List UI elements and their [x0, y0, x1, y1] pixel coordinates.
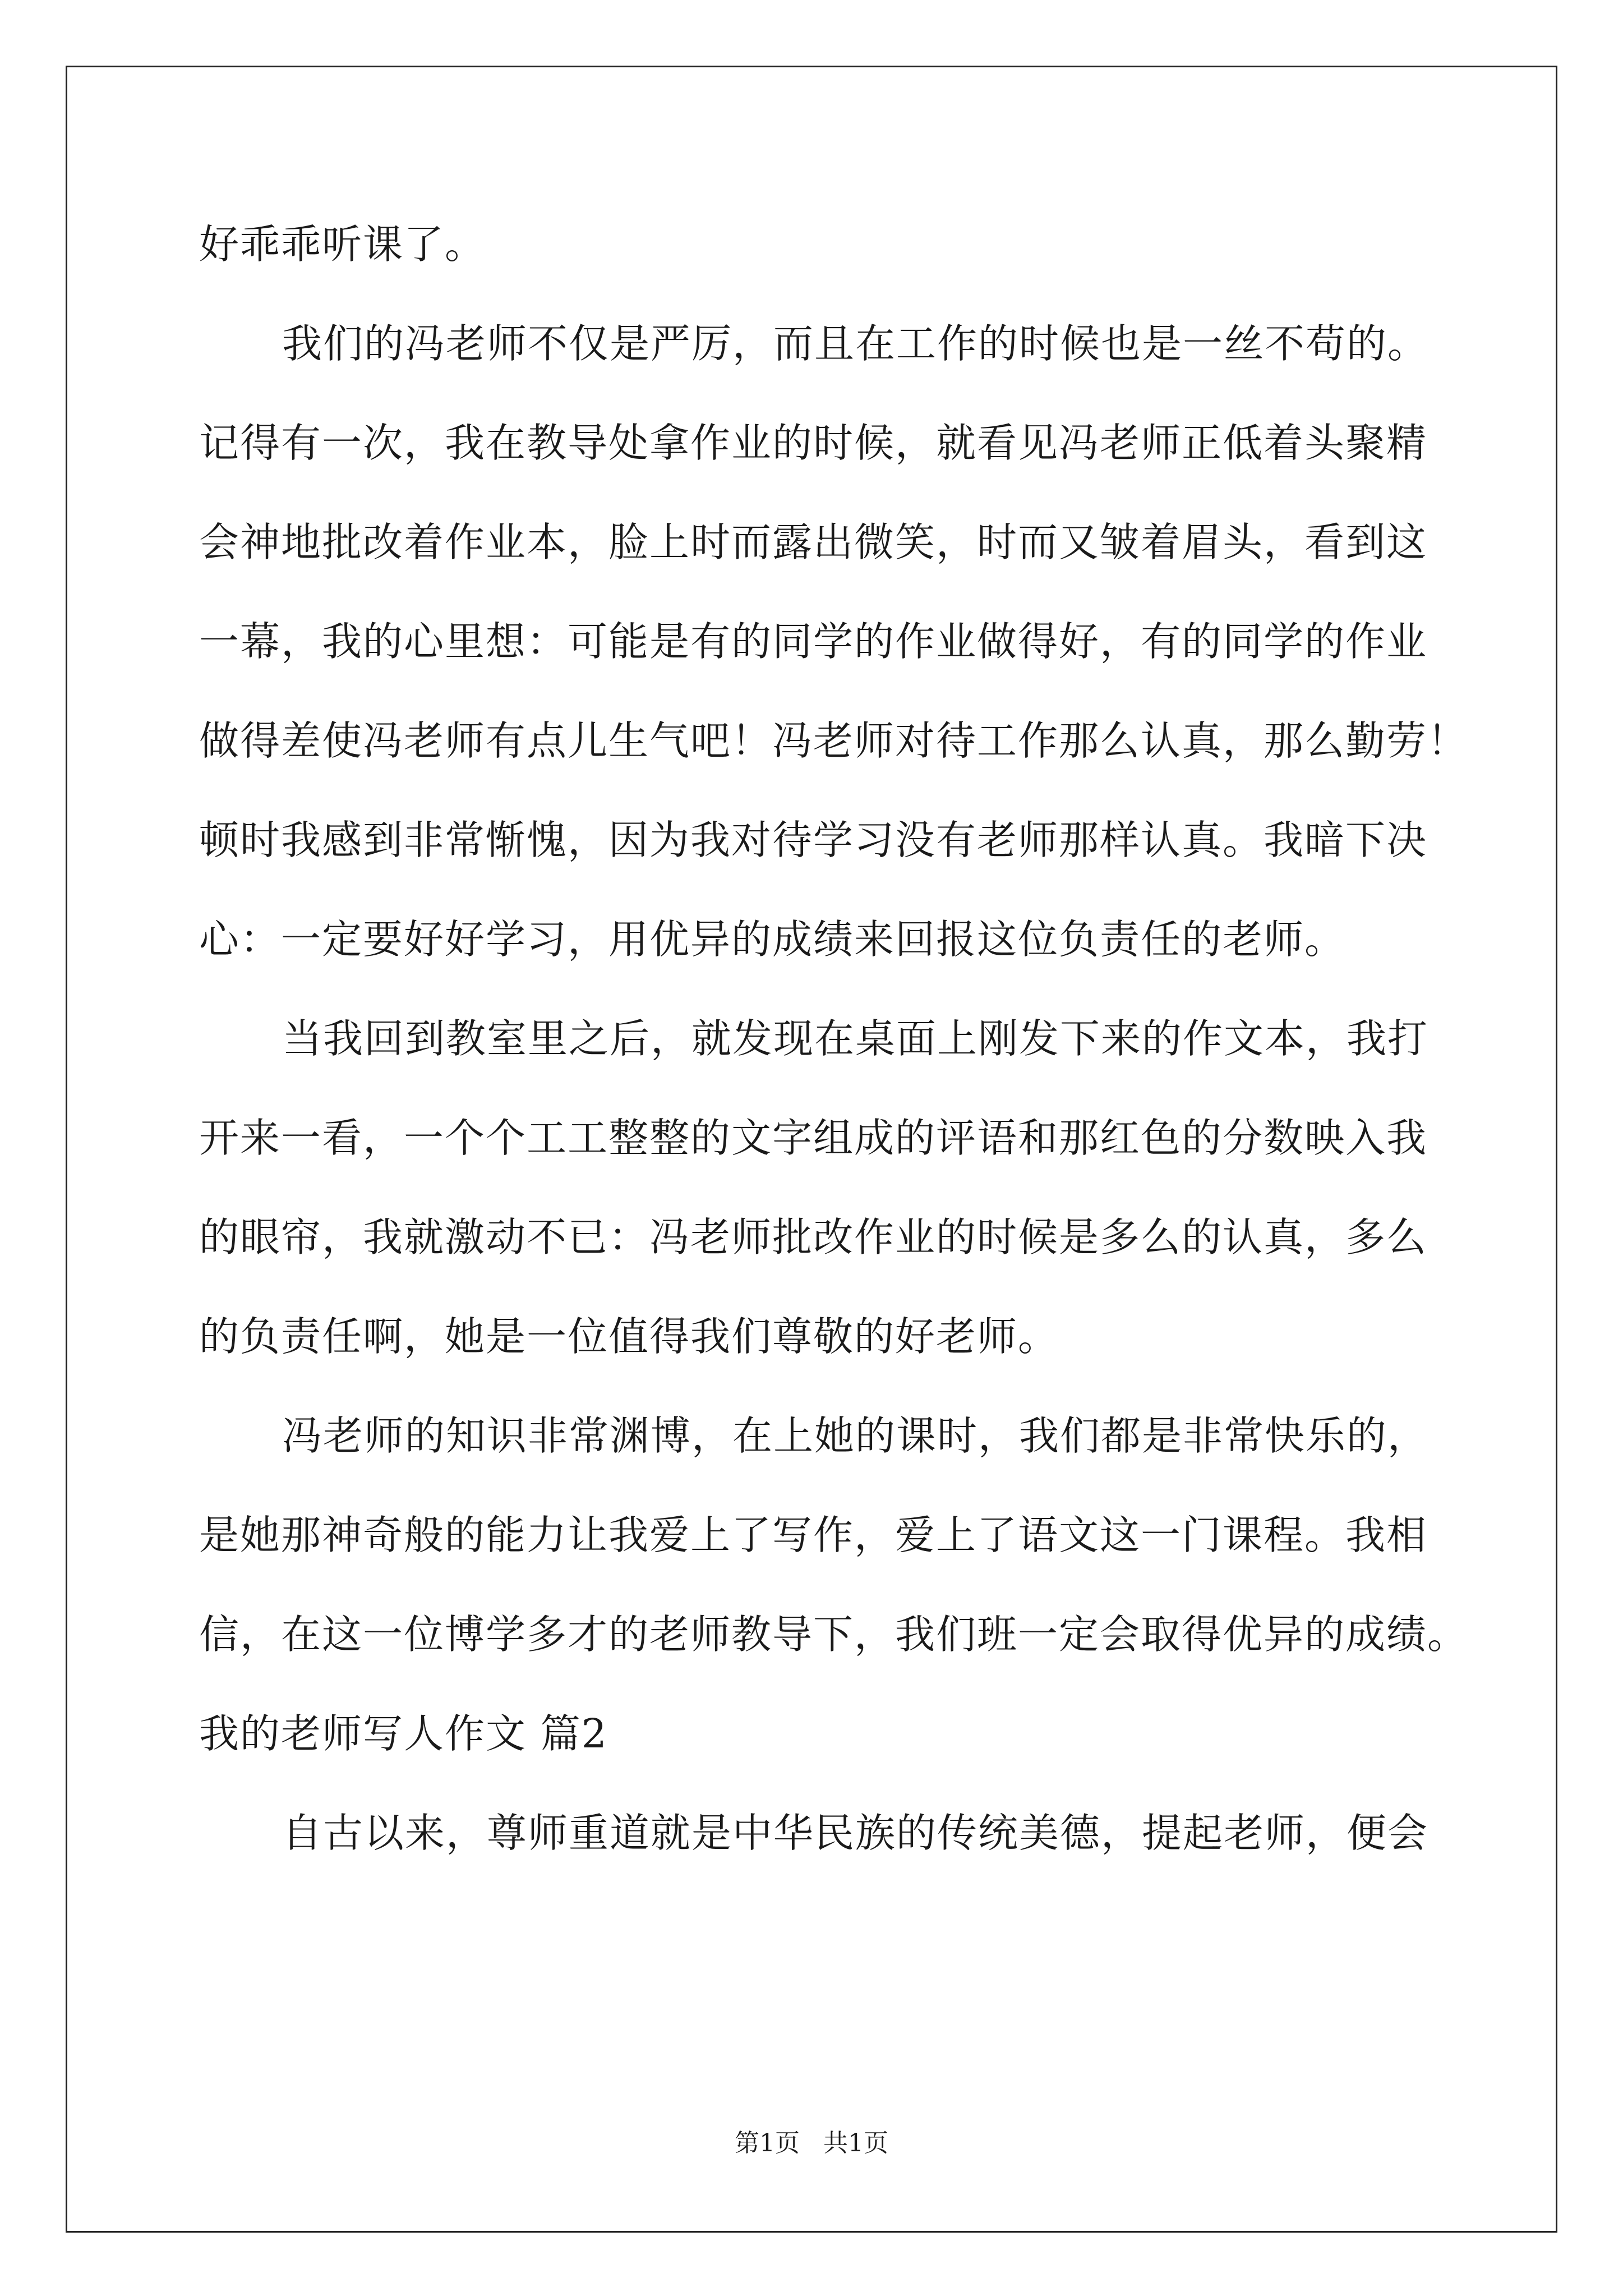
text-line: 好乖乖听课了。 — [199, 221, 486, 268]
text-line: 一幕，我的心里想：可能是有的同学的作业做得好，有的同学的作业 — [199, 618, 1428, 665]
text-line: 开来一看，一个个工工整整的文字组成的评语和那红色的分数映入我 — [199, 1115, 1428, 1161]
text-line: 我们的冯老师不仅是严厉，而且在工作的时候也是一丝不苟的。 — [282, 320, 1429, 367]
text-line: 冯老师的知识非常渊博，在上她的课时，我们都是非常快乐的， — [282, 1412, 1429, 1459]
text-line: 记得有一次，我在教导处拿作业的时候，就看见冯老师正低着头聚精 — [199, 420, 1428, 466]
text-line: 会神地批改着作业本，脸上时而露出微笑，时而又皱着眉头，看到这 — [199, 519, 1428, 565]
text-line: 是她那神奇般的能力让我爱上了写作，爱上了语文这一门课程。我相 — [199, 1512, 1428, 1558]
text-line: 当我回到教室里之后，就发现在桌面上刚发下来的作文本，我打 — [282, 1015, 1429, 1062]
section-heading: 我的老师写人作文 篇2 — [199, 1710, 608, 1757]
page-footer: 第1页 共1页 — [735, 2129, 888, 2157]
text-line: 信，在这一位博学多才的老师教导下，我们班一定会取得优异的成绩。 — [199, 1611, 1469, 1658]
text-line: 做得差使冯老师有点儿生气吧！冯老师对待工作那么认真，那么勤劳！ — [199, 717, 1469, 764]
text-line: 的负责任啊，她是一位值得我们尊敬的好老师。 — [199, 1313, 1059, 1360]
text-line: 心：一定要好好学习，用优异的成绩来回报这位负责任的老师。 — [199, 916, 1346, 963]
text-line: 顿时我感到非常惭愧，因为我对待学习没有老师那样认真。我暗下决 — [199, 817, 1428, 863]
text-line: 自古以来，尊师重道就是中华民族的传统美德，提起老师，便会 — [282, 1810, 1429, 1856]
text-line: 的眼帘，我就激动不已：冯老师批改作业的时候是多么的认真，多么 — [199, 1214, 1428, 1260]
